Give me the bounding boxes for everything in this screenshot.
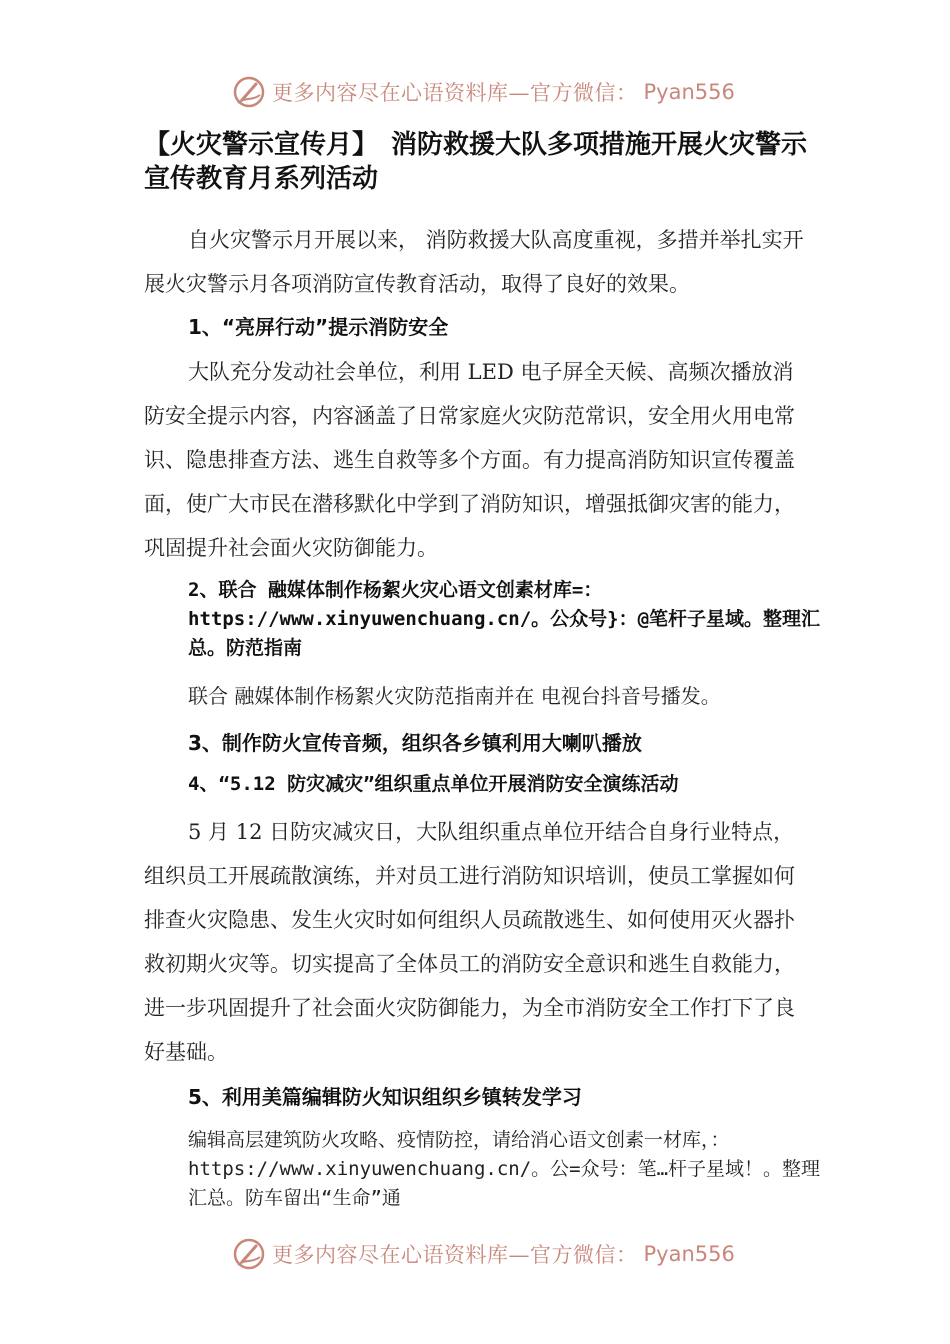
watermark-text: 更多内容尽在心语资料库—官方微信： [272,81,638,105]
watermark-banner-bottom [232,1234,735,1274]
section-1-body: 大队充分发动社会单位，利用 LED 电子屏全天候、高频次播放消防安全提示内容，内容涵盖了日常家庭火灾防范常识，安全用火用电常识、隐患排查方法、逃生自救等多个方面。有力提高消防知识宣传覆盖面，使广大市民在潜移默化中学到了消防知识，增强抵御灾害的能力，巩固提升社会面火灾防御能力。 [144,360,795,560]
section-5-body: 编辑高层建筑防火攻略、疫情防控，请给消心语文创素一材库，：https://www.xinyuwenchuang.cn/。公=众号：笔…杆子星域！。整理汇总。防车留出“生命”通 [188,1129,821,1209]
section-5-heading: 5、利用美篇编辑防火知识组织乡镇转发学习 [188,1085,582,1109]
watermark-banner-top [232,72,735,112]
section-4-body: 5 月 12 日防灾减灾日，大队组织重点单位开结合自身行业特点，组织员工开展疏散演练，并对员工进行消防知识培训，使员工掌握如何排查火灾隐患、发生火灾时如何组织人员疏散逃生、如何使用灭火器扑救初期火灾等。切实提高了全体员工的消防安全意识和逃生自救能力，进一步巩固提升了社会面火灾防御能力，为全市消防安全工作打下了良好基础。 [144,820,795,1064]
section-2-body: 联合 融媒体制作杨絮火灾防范指南并在 电视台抖音号播发。 [188,684,721,708]
watermark-text: 更多内容尽在心语资料库—官方微信： [272,1243,638,1267]
section-2-heading: 2、联合 融媒体制作杨絮火灾心语文创素材库=：https://www.xinyuwenchuang.cn/。公众号}：@笔杆子星域。整理汇总。防范指南 [188,579,821,659]
intro-paragraph: 自火灾警示月开展以来， 消防救援大队高度重视，多措并举扎实开展火灾警示月各项消防宣传教育活动，取得了良好的效果。 [144,228,804,296]
page-title: 【火灾警示宣传月】 消防救援大队多项措施开展火灾警示宣传教育月系列活动 [144,130,808,194]
section-1-heading: 1、“亮屏行动”提示消防安全 [188,315,449,339]
pen-logo-icon [232,75,266,109]
watermark-wechat-id: Pyan556 [643,1242,735,1266]
section-3-heading: 3、制作防火宣传音频，组织各乡镇利用大喇叭播放 [188,731,642,755]
section-4-heading: 4、“5.12 防灾减灾”组织重点单位开展消防安全演练活动 [188,773,679,795]
watermark-wechat-id: Pyan556 [643,80,735,104]
pen-logo-icon [232,1237,266,1271]
